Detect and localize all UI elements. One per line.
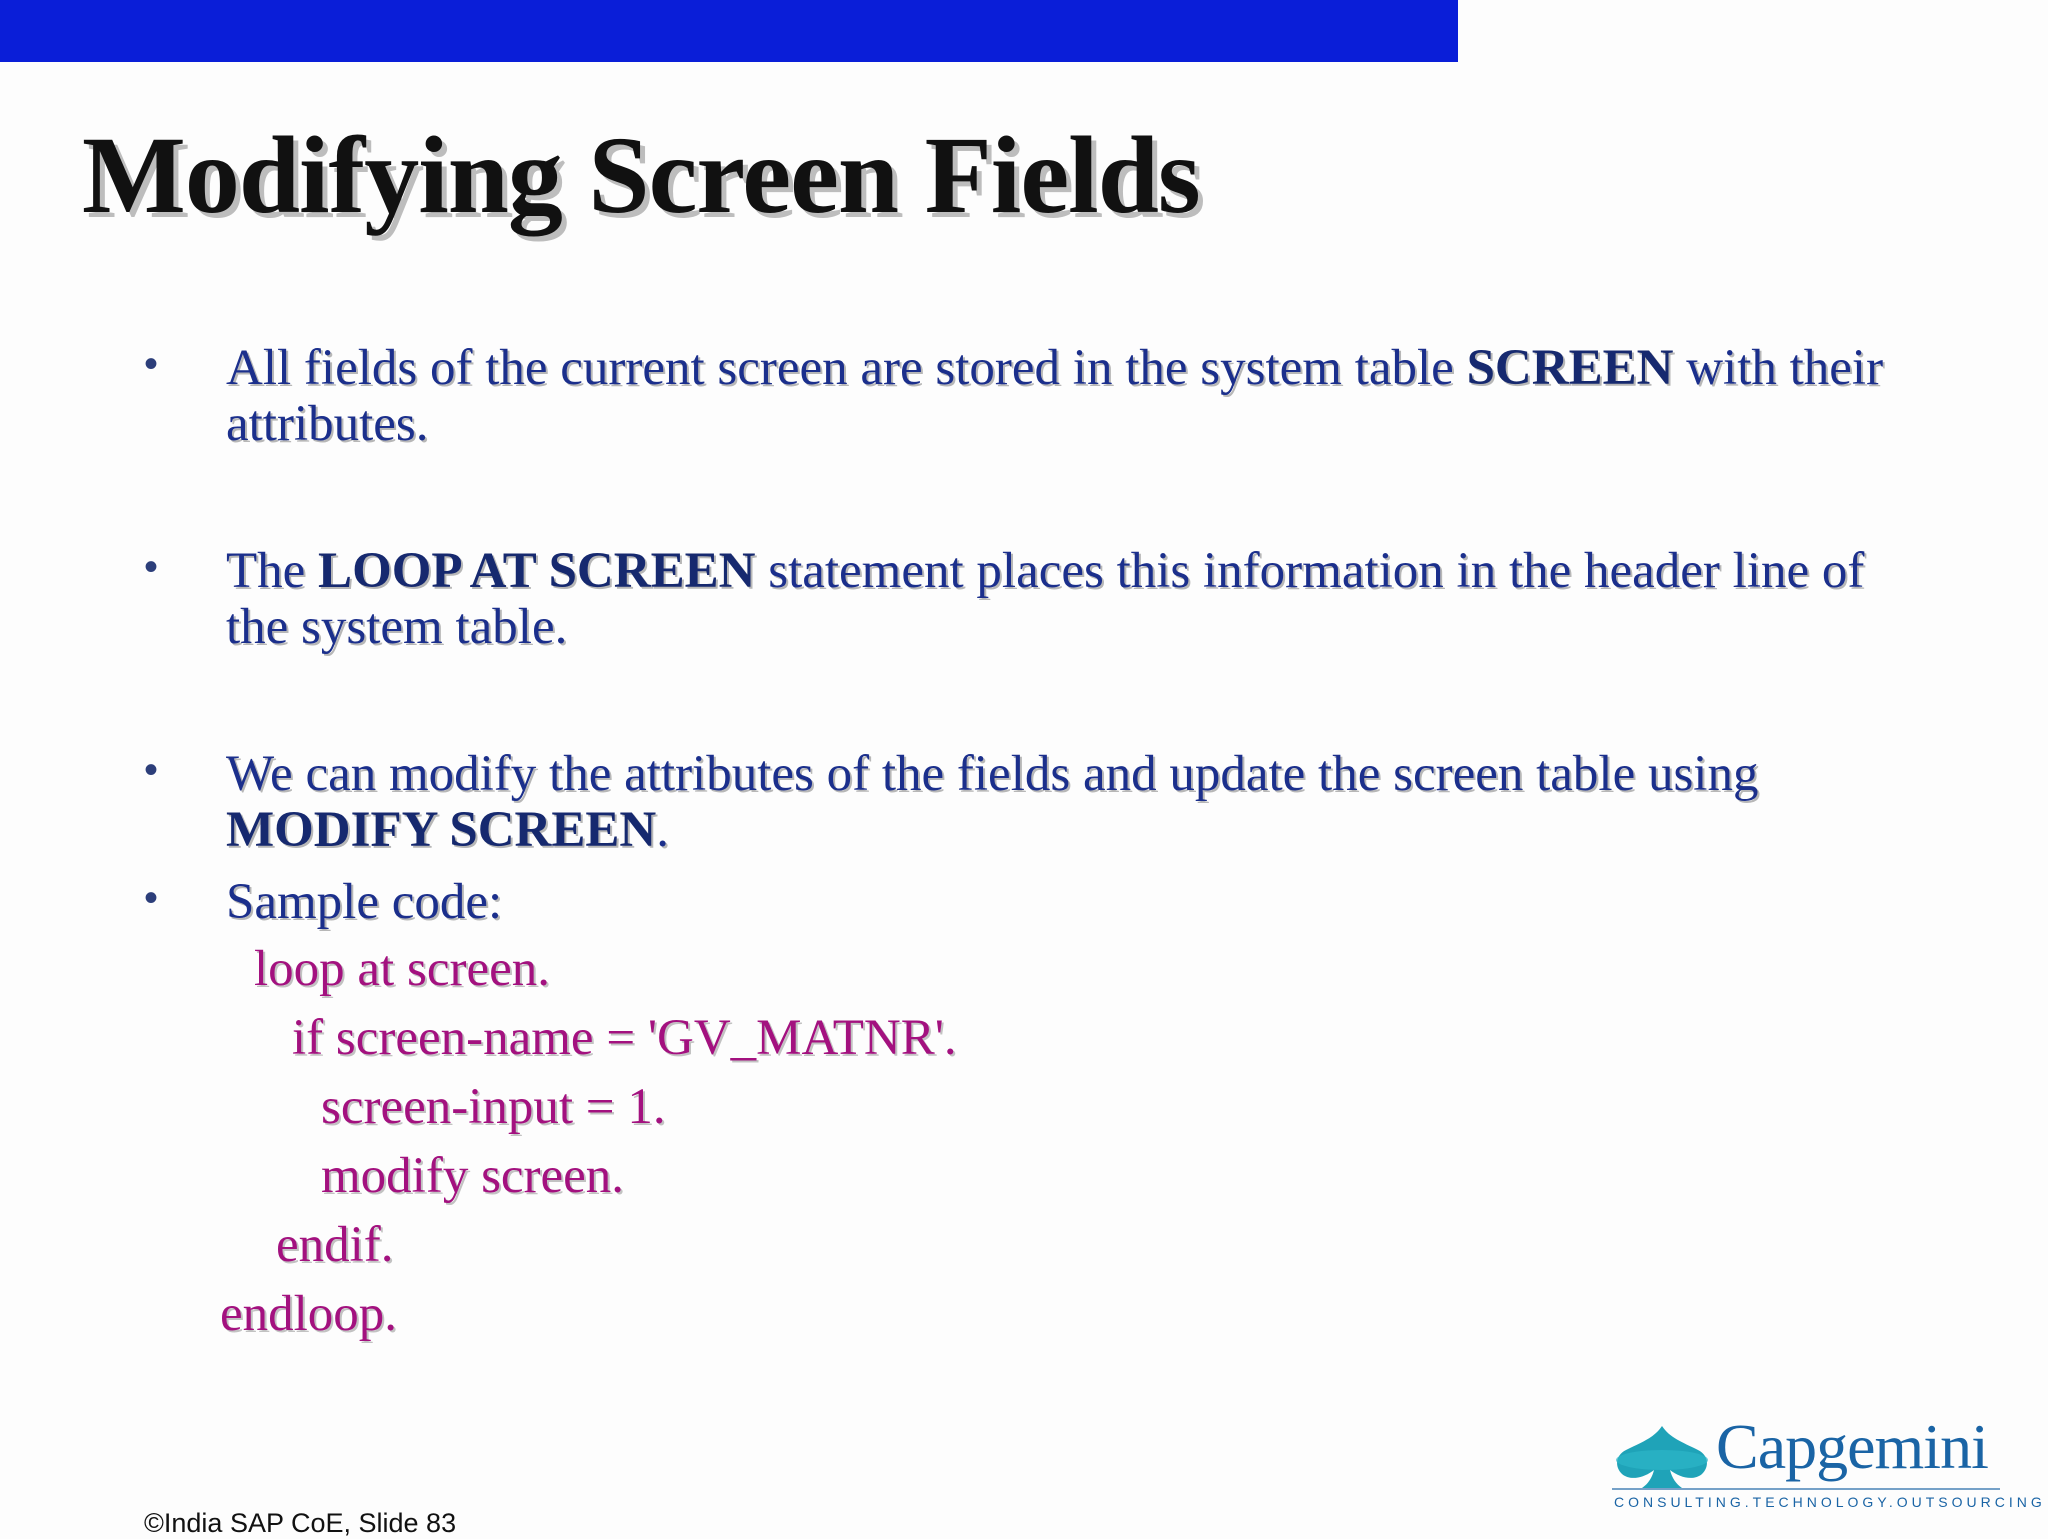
bullet-dot-icon: • (144, 748, 159, 792)
bullet-text (226, 874, 1926, 930)
code-line: endloop. (220, 1286, 398, 1342)
bullet-dot-icon: • (144, 876, 159, 920)
bullet-text-part: with their attributes. (226, 340, 1884, 452)
logo-divider (1612, 1488, 2000, 1490)
code-line: if screen-name = 'GV_MATNR'. (292, 1010, 957, 1066)
bullet-text-part: . (656, 802, 669, 858)
code-line: loop at screen. (254, 941, 550, 997)
bullet-text-bold: LOOP AT SCREEN (318, 543, 756, 599)
bullet-text-part: We can modify the attributes of the fields and update the screen table using (226, 746, 1759, 802)
logo-tagline: CONSULTING.TECHNOLOGY.OUTSOURCING (1614, 1494, 2046, 1510)
code-line: modify screen. (321, 1148, 625, 1204)
slide-title: Modifying Screen Fields (82, 114, 1200, 236)
bullet-text (226, 340, 1926, 452)
bullet-text (226, 746, 1926, 858)
code-line: endif. (276, 1217, 394, 1273)
bullet-text-part: Sample code: (226, 874, 503, 930)
bullet-text (226, 543, 1926, 655)
bullet-dot-icon: • (144, 342, 159, 386)
spade-icon (1612, 1424, 1712, 1490)
logo-wordmark: Capgemini (1716, 1411, 1988, 1482)
bullet-dot-icon: • (144, 545, 159, 589)
bullet-text-bold: SCREEN (1466, 340, 1674, 396)
bullet-text-part: The (226, 543, 319, 599)
bullet-text-bold: MODIFY SCREEN (226, 802, 657, 858)
bullet-text-part: All fields of the current screen are stored in the system table (226, 340, 1467, 396)
code-line: screen-input = 1. (321, 1079, 666, 1135)
capgemini-logo (1612, 1411, 2046, 1514)
slide-footer: ©India SAP CoE, Slide 83 (144, 1508, 457, 1538)
bullet-text-part: statement places this information in the header line of the system table. (226, 543, 1865, 655)
